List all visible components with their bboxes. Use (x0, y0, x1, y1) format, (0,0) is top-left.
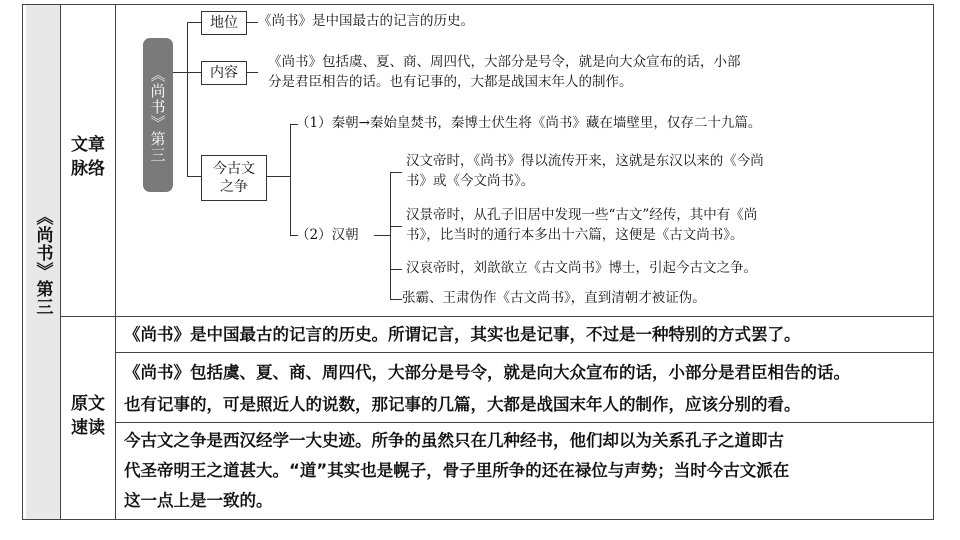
passage-3-line-1: 今古文之争是西汉经学一大史迹。所争的虽然只在几种经书，他们却以为关系孔子之道即古 (124, 431, 784, 450)
passage-1-line-1: 《尚书》是中国最古的记言的历史。所谓记言，其实也是记事，不过是一种特别的方式罢了。 (124, 325, 801, 344)
passage-2-line-1: 《尚书》包括虞、夏、商、周四代，大部分是号令，就是向大众宣布的话，小部分是君臣相告的话。 (124, 363, 850, 382)
border-top (22, 4, 934, 5)
left-column-title (26, 4, 60, 520)
root-connector-v (187, 22, 188, 177)
node-content: 内容 (201, 61, 247, 85)
node-position: 地位 (201, 11, 247, 35)
border-left (22, 4, 23, 520)
border-passage-1 (115, 352, 934, 353)
han-item-1-link (390, 172, 402, 173)
connector-dispute (187, 176, 201, 177)
dispute-connector-v (290, 124, 291, 235)
han-item-2-line1: 汉景帝时，从孔子旧居中发现一些“古文”经传，其中有《尚 (406, 207, 758, 223)
tree-root-node (143, 38, 173, 192)
content-text-1: 《尚书》包括虞、夏、商、周四代，大部分是号令，就是向大众宣布的话，小部 (268, 54, 741, 70)
han-item-4-line1: 张霸、王肃伪作《古文尚书》，直到清朝才被证伪。 (402, 290, 706, 306)
passage-3-line-3: 这一点上是一致的。 (124, 491, 273, 510)
connector-position (187, 22, 201, 23)
han-item-1-line2: 书》或《今文尚书》。 (406, 173, 535, 189)
position-text: 《尚书》是中国最古的记言的历史。 (258, 13, 474, 29)
han-item-2-line2: 书》，比当时的通行本多出十六篇，这便是《古文尚书》。 (406, 227, 744, 243)
han-label: （2）汉朝 (296, 227, 359, 243)
border-colB (115, 4, 116, 520)
dispute-connector-h (266, 176, 290, 177)
position-link (246, 22, 258, 23)
han-connector-v (390, 172, 391, 299)
section-label-quick-read: 原文 速读 (71, 394, 105, 438)
han-item-1-line1: 汉文帝时，《尚书》得以流传开来，这就是东汉以来的《今尚 (406, 153, 764, 169)
border-colA (60, 4, 61, 520)
qin-text: （1）秦朝→秦始皇焚书，秦博士伏生将《尚书》藏在墙壁里，仅存二十九篇。 (296, 115, 762, 131)
border-mid (60, 316, 934, 317)
han-item-4-link (390, 299, 402, 300)
connector-content (187, 72, 201, 73)
han-item-3-link (390, 269, 402, 270)
border-right (933, 4, 934, 520)
tree-root-label: 《尚书》第三 (148, 67, 167, 163)
section-label-structure: 文章 脉络 (71, 135, 105, 179)
border-bottom (22, 519, 934, 520)
content-link (246, 72, 258, 73)
passage-2-line-2: 也有记事的，可是照近人的说数，那记事的几篇，大都是战国末年人的制作，应该分别的看。 (124, 395, 801, 414)
node-dispute: 今古文 之争 (201, 155, 267, 201)
han-item-2-link (390, 226, 402, 227)
han-item-3-line1: 汉哀帝时，刘歆欲立《古文尚书》博士，引起今古文之争。 (406, 260, 757, 276)
root-connector-h (173, 72, 187, 73)
content-text-2: 分是君臣相告的话。也有记事的，大都是战国末年人的制作。 (268, 74, 633, 90)
left-label: 《尚书》第三 (32, 208, 53, 316)
passage-3-line-2: 代圣帝明王之道甚大。“道”其实也是幌子，骨子里所争的还在禄位与声势；当时今古文派在 (124, 461, 790, 480)
han-connector-h (374, 235, 390, 236)
border-passage-2 (115, 422, 934, 423)
